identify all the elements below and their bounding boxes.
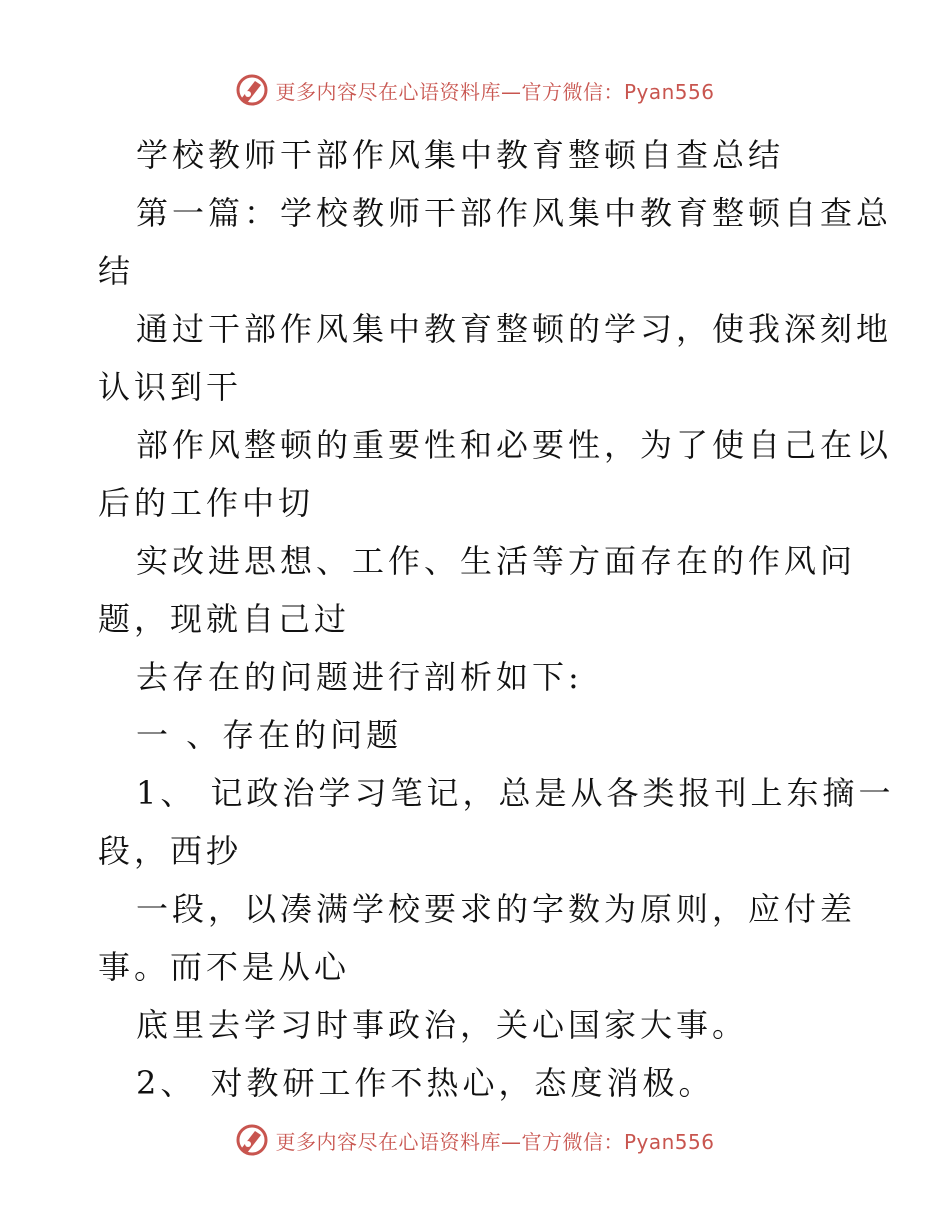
doc-line-10: 去存在的问题进行剖析如下: <box>136 658 583 696</box>
doc-line-3: 结 <box>98 252 135 290</box>
watermark-text: 更多内容尽在心语资料库—官方微信：Pyan556 <box>275 1129 715 1154</box>
watermark-banner-bottom <box>0 1120 950 1160</box>
watermark-text: 更多内容尽在心语资料库—官方微信：Pyan556 <box>275 79 715 104</box>
doc-line-15: 事。而不是从心 <box>98 948 351 986</box>
doc-line-12: 1、 记政治学习笔记，总是从各类报刊上东摘一 <box>136 774 895 812</box>
doc-line-13: 段，西抄 <box>98 832 243 870</box>
doc-line-1: 学校教师干部作风集中教育整顿自查总结 <box>136 136 785 174</box>
doc-line-8: 实改进思想、工作、生活等方面存在的作风问 <box>136 542 857 580</box>
doc-line-17: 2、 对教研工作不热心，态度消极。 <box>136 1064 715 1102</box>
doc-line-5: 认识到干 <box>98 368 243 406</box>
doc-line-4: 通过干部作风集中教育整顿的学习，使我深刻地 <box>136 310 893 348</box>
doc-line-16: 底里去学习时事政治，关心国家大事。 <box>136 1006 749 1044</box>
doc-line-6: 部作风整顿的重要性和必要性，为了使自己在以 <box>136 426 893 464</box>
doc-line-9: 题，现就自己过 <box>98 600 351 638</box>
document-body <box>98 126 895 1112</box>
watermark-banner-top <box>0 70 950 110</box>
doc-line-11: 一 、存在的问题 <box>136 716 403 754</box>
pen-emblem-icon <box>235 1123 269 1157</box>
pen-emblem-icon <box>235 73 269 107</box>
doc-line-2: 第一篇：学校教师干部作风集中教育整顿自查总 <box>136 194 893 232</box>
doc-line-7: 后的工作中切 <box>98 484 315 522</box>
doc-line-14: 一段，以凑满学校要求的字数为原则，应付差 <box>136 890 857 928</box>
